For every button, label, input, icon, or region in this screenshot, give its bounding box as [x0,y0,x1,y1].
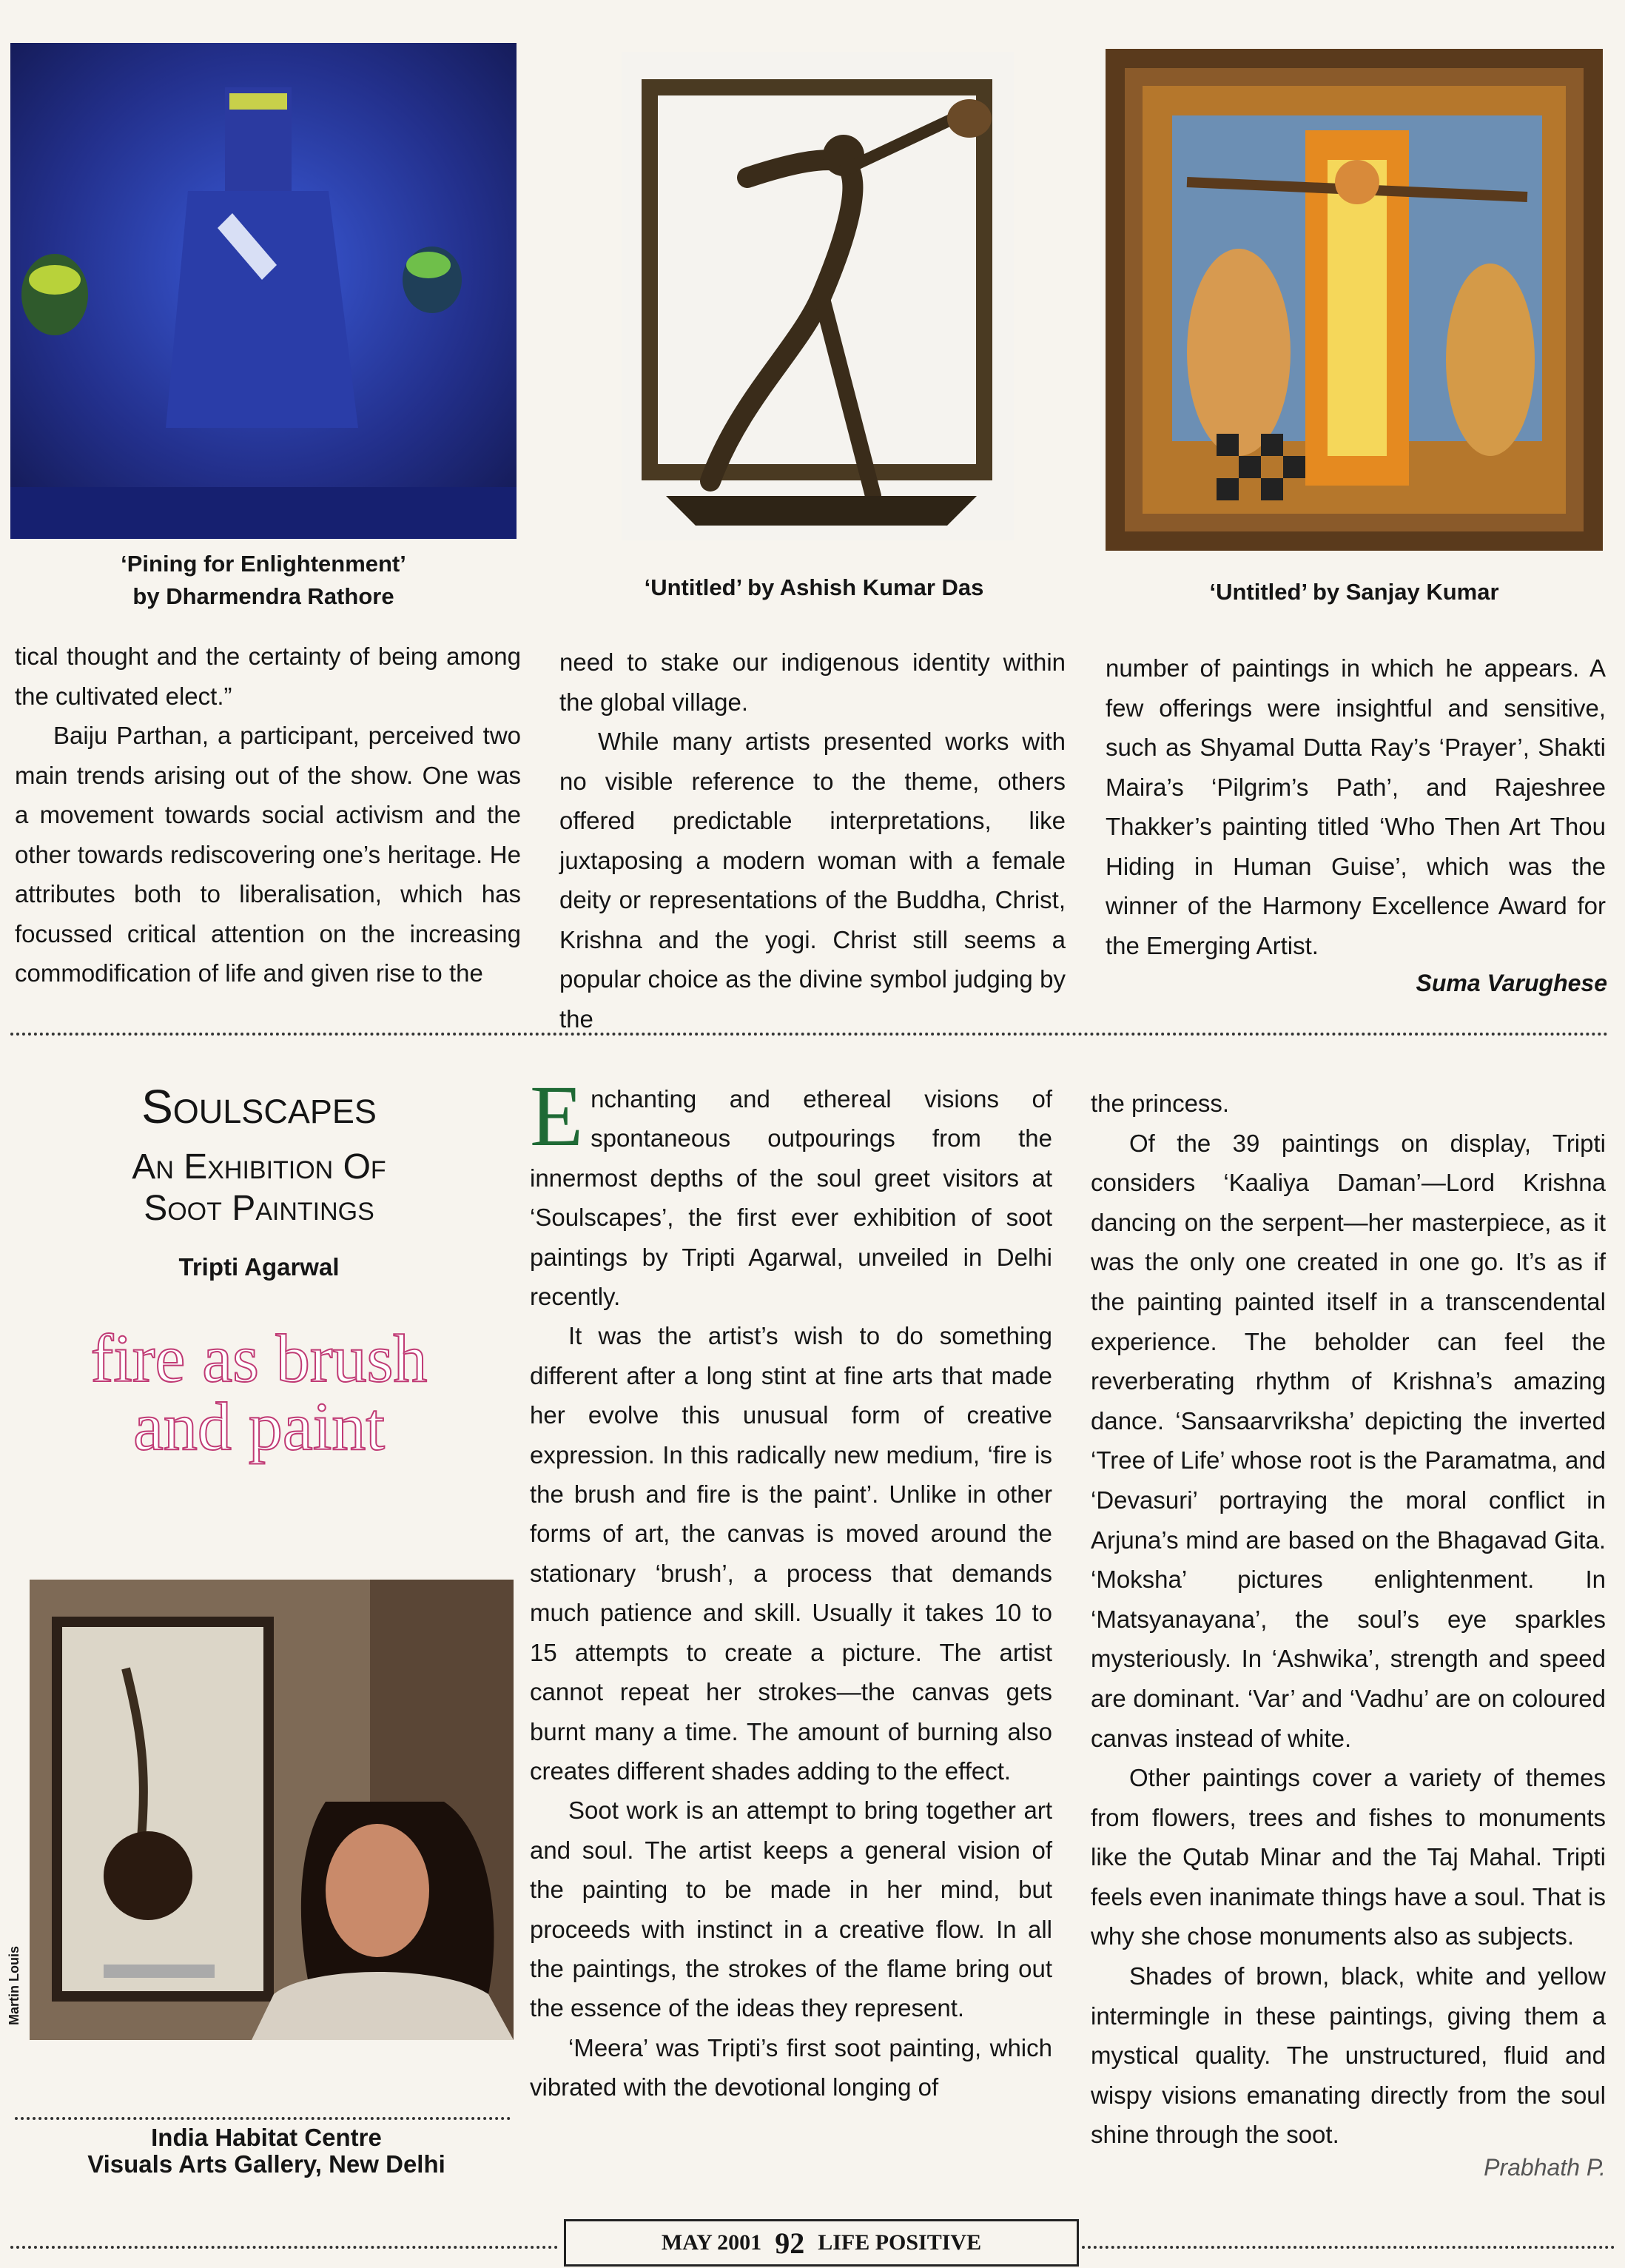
soulscapes-column-1 [530,1067,1052,2107]
footer-rule-right [1082,2246,1615,2249]
soulscapes-column-2 [1091,1084,1606,2155]
subtitle-line-1: An Exhibition Of [132,1147,386,1187]
caption-line-1: ‘Untitled’ by Ashish Kumar Das [644,574,984,600]
footer-magazine: LIFE POSITIVE [818,2230,982,2255]
top-column-2 [559,643,1066,1039]
caption-line-1: ‘Pining for Enlightenment’ [121,551,406,577]
photo-pining-for-enlightenment [10,43,517,539]
section-divider [10,1033,1609,1036]
paragraph: It was the artist’s wish to do something different after a long stint at fine arts that made her evolve this unusual form of creative expression. In this radically new medium, ‘fire is the brush and fire is the paint’. Unlike in other forms of art, the canvas is moved around the stationary ‘brush’, a process that demands much patience and skill. Usually it takes 10 to 15 attempts to create a picture. The artist cannot repeat her strokes—the canvas gets burnt many a time. The amount of burning also creates different shades adding to the effect. [530,1322,1052,1785]
venue [30,2124,503,2178]
venue-line-1: India Habitat Centre [151,2124,382,2151]
paragraph: Other paintings cover a variety of themes from flowers, trees and fishes to monuments like the Qutab Minar and the Taj Mahal. Tripti feels even inanimate things have a soul. That is why she chose monuments also as subjects. [1091,1764,1606,1950]
paragraph: Shades of brown, black, white and yellow intermingle in these paintings, giving them a mystical quality. The unstructured, fluid and wispy visions emanating directly from the soul shine through the soot. [1091,1962,1606,2149]
caption-line-1: ‘Untitled’ by Sanjay Kumar [1209,579,1499,605]
paragraph: ‘Meera’ was Tripti’s first soot painting, which vibrated with the devotional longing of [530,2033,1052,2101]
top-column-3 [1106,648,1606,965]
top-column-1 [15,637,521,993]
tagline [30,1321,488,1464]
caption-untitled-sanjay [1106,576,1603,608]
photo-untitled-ashish-kumar-das [622,52,1014,540]
subtitle-line-2: Soot Paintings [144,1189,374,1228]
paragraph: Baiju Parthan, a participant, perceived two main trends arising out of the show. One was a movement towards social activism and the other towards rediscovering one’s heritage. He attributes both to liberalisation, which has focussed critical attention on the increasing commodification of life and given rise to the [15,722,521,987]
caption-line-2: by Dharmendra Rathore [132,583,394,609]
footer-month: MAY 2001 [661,2230,762,2255]
author-byline-soulscapes: Prabhath P. [1484,2154,1606,2181]
footer-rule-left [10,2246,558,2249]
paragraph [530,1067,1052,1316]
tagline-line-1: fire as brush [90,1321,428,1396]
paragraph: need to stake our indigenous identity within the global village. [559,648,1066,716]
lead-text: nchanting and ethereal visions of spontaneous outpourings from the innermost depths of the soul greet visitors at ‘Soulscapes’, the first ever exhibition of soot paintings by Tripti Agarwal, unveiled in Delhi recently. [530,1085,1052,1311]
photo-untitled-sanjay-kumar [1106,49,1603,551]
paragraph: the princess. [1091,1090,1230,1117]
footer-page-number: 92 [775,2226,805,2260]
page-title: Soulscapes [141,1080,377,1133]
photo-tripti-agarwal [30,1580,514,2040]
soulscapes-header [30,1077,488,1464]
author-byline-top: Suma Varughese [1416,970,1607,996]
paragraph: number of paintings in which he appears. A few offerings were insightful and sensitive, such as Shyamal Dutta Ray’s ‘Prayer’, Shakti Maira’s ‘Pilgrim’s Path’, and Rajeshree Thakker’s painting titled ‘Who Then Art Thou Hiding in Human Guise’, which was the winner of the Harmony Excellence Award for the Emerging Artist. [1106,654,1606,959]
tagline-line-2: and paint [133,1389,385,1464]
venue-divider [15,2117,511,2120]
venue-line-2: Visuals Arts Gallery, New Delhi [87,2150,445,2178]
artist-name: Tripti Agarwal [178,1253,340,1281]
page-footer [564,2219,1079,2267]
paragraph: While many artists presented works with no visible reference to the theme, others offered predictable interpretations, like juxtaposing a modern woman with a female deity or representations of the Buddha, Christ, Krishna and the yogi. Christ still seems a popular choice as the divine symbol judging by the [559,728,1066,1033]
photo-credit: Martin Louis [7,1946,21,2025]
caption-pining-for-enlightenment [10,548,517,613]
paragraph: Of the 39 paintings on display, Tripti considers ‘Kaaliya Daman’—Lord Krishna dancing on the serpent—her masterpiece, as it was the only one created in one go. It’s as if the painting painted itself in a transcendental experience. The beholder can feel the reverberating rhythm of Krishna’s amazing dance. ‘Sansaarvriksha’ depicting the inverted ‘Tree of Life’ whose root is the Paramatma, and ‘Devasuri’ portraying the moral conflict in Arjuna’s mind are based on the Bhagavad Gita. ‘Moksha’ pictures enlightenment. In ‘Matsyanayana’, the soul’s eye sparkles mysteriously. In ‘Ashwika’, strength and speed are dominant. ‘Var’ and ‘Vadhu’ are on coloured canvas instead of white. [1091,1129,1606,1752]
paragraph: Soot work is an attempt to bring together art and soul. The artist keeps a general vision of the painting to be made in her mind, but proceeds with instinct in a creative flow. In all the paintings, the strokes of the flame bring out the essence of the ideas they represent. [530,1796,1052,2022]
caption-untitled-ashish [577,571,1051,604]
drop-cap: E [530,1067,584,1164]
paragraph: tical thought and the certainty of being among the cultivated elect.” [15,643,521,710]
